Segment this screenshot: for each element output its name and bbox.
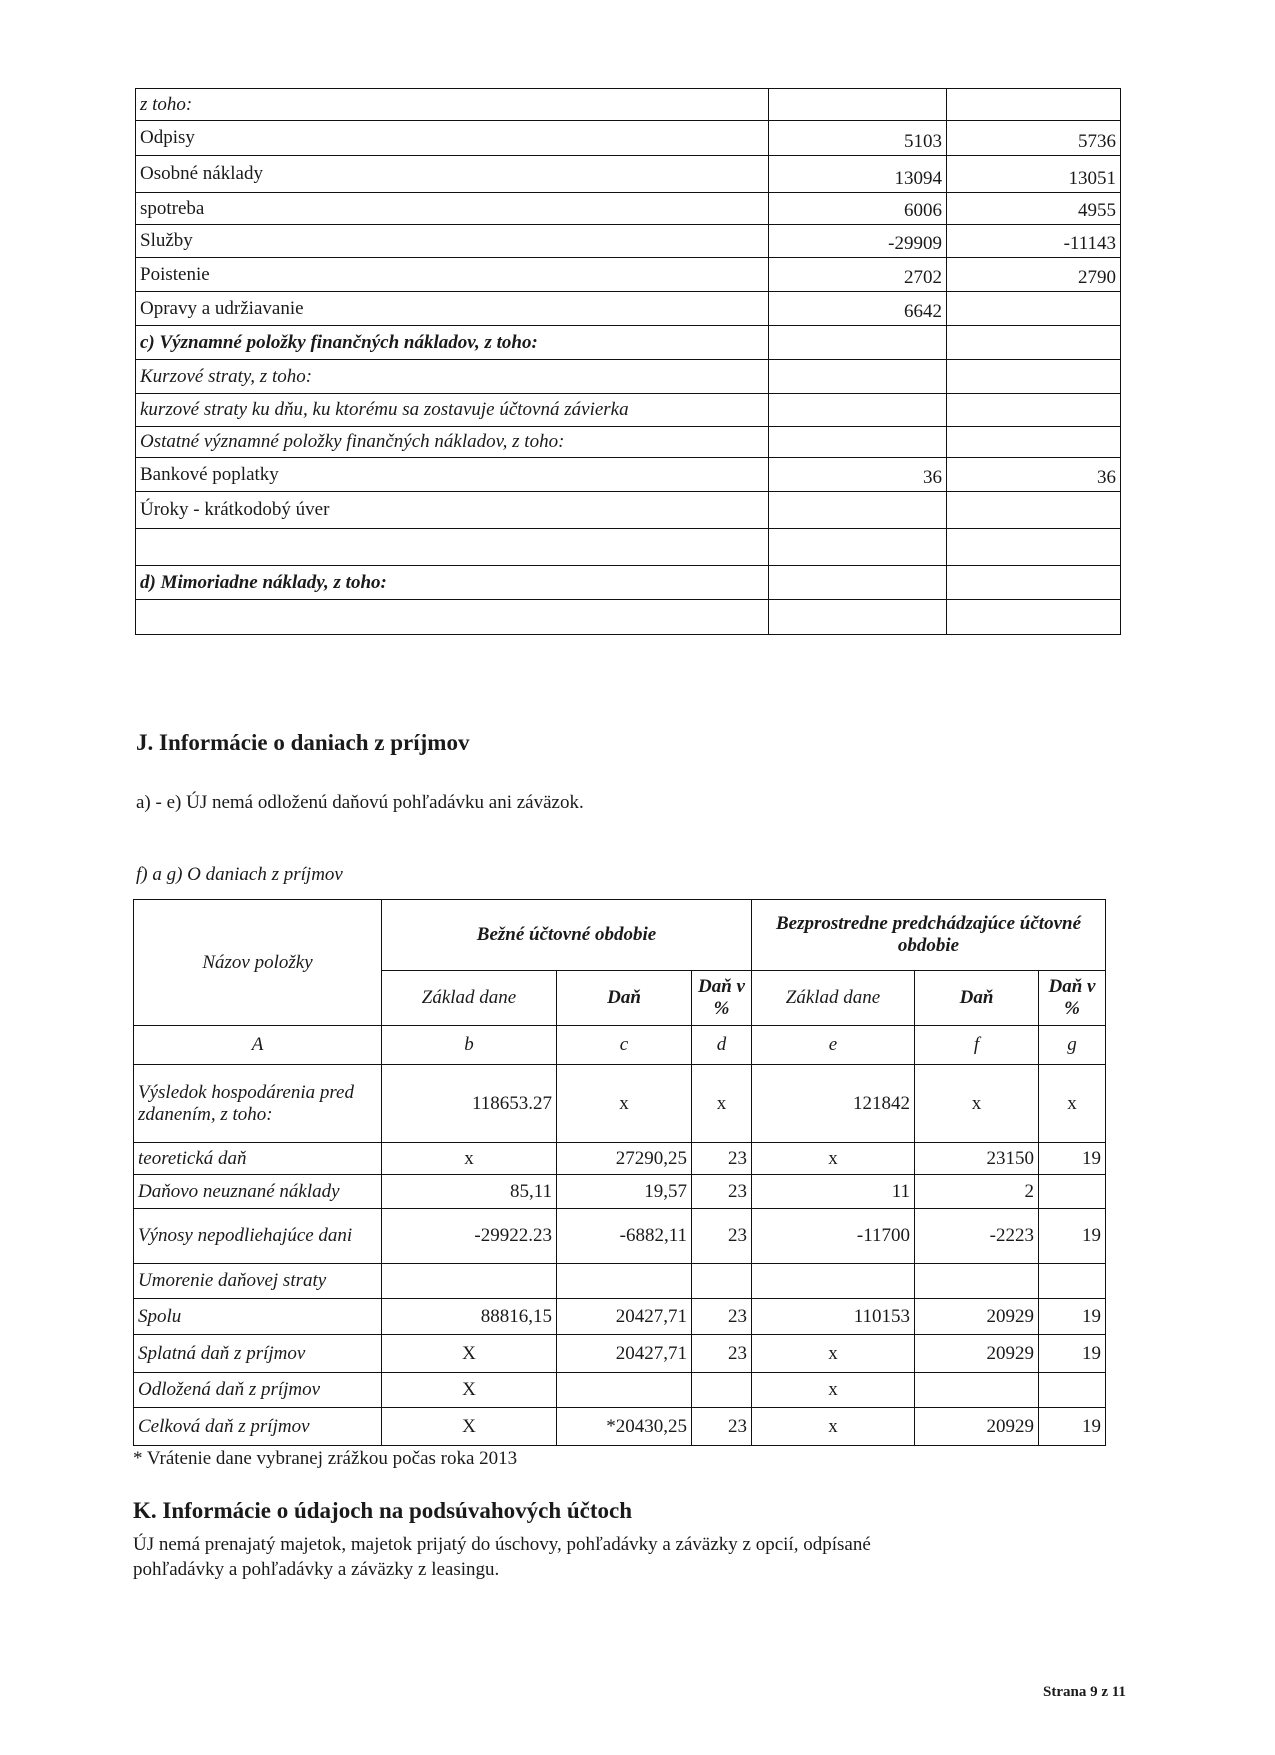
row-cell: x bbox=[557, 1065, 692, 1143]
table-row bbox=[136, 292, 1121, 326]
row-cell: 20929 bbox=[915, 1408, 1039, 1446]
table-row bbox=[134, 1373, 1106, 1408]
row-cell: *20430,25 bbox=[557, 1408, 692, 1446]
row-label: Poistenie bbox=[136, 258, 769, 292]
table-row bbox=[136, 566, 1121, 600]
row-cell: 20929 bbox=[915, 1299, 1039, 1335]
row-label: Celková daň z príjmov bbox=[134, 1408, 382, 1446]
row-value-v2: 36 bbox=[947, 458, 1121, 492]
table-row bbox=[134, 1299, 1106, 1335]
row-value-v2: 5736 bbox=[947, 121, 1121, 156]
table-row bbox=[136, 529, 1121, 566]
header-pct-prev: Daň v % bbox=[1039, 971, 1106, 1026]
tax-table bbox=[133, 899, 1106, 1446]
row-value-v1: 6006 bbox=[769, 193, 947, 225]
row-cell bbox=[915, 1264, 1039, 1299]
row-value-v1: 36 bbox=[769, 458, 947, 492]
column-letter: d bbox=[692, 1026, 752, 1065]
header-pct: Daň v % bbox=[692, 971, 752, 1026]
table-row bbox=[134, 1408, 1106, 1446]
row-cell: 19 bbox=[1039, 1299, 1106, 1335]
row-cell: 121842 bbox=[752, 1065, 915, 1143]
column-letter: c bbox=[557, 1026, 692, 1065]
row-label: teoretická daň bbox=[134, 1143, 382, 1175]
row-cell: X bbox=[382, 1408, 557, 1446]
row-label: Osobné náklady bbox=[136, 156, 769, 193]
row-cell: x bbox=[382, 1143, 557, 1175]
row-value-v2 bbox=[947, 529, 1121, 566]
row-cell: -11700 bbox=[752, 1209, 915, 1264]
row-cell: 23 bbox=[692, 1209, 752, 1264]
row-cell bbox=[915, 1373, 1039, 1408]
table-row bbox=[136, 427, 1121, 458]
row-cell: X bbox=[382, 1335, 557, 1373]
row-cell: 23 bbox=[692, 1335, 752, 1373]
row-label bbox=[136, 529, 769, 566]
footnote: * Vrátenie dane vybranej zrážkou počas roka 2013 bbox=[133, 1448, 518, 1469]
row-cell bbox=[752, 1264, 915, 1299]
row-value-v1: 5103 bbox=[769, 121, 947, 156]
header-base-prev: Základ dane bbox=[752, 971, 915, 1026]
section-k-line1: ÚJ nemá prenajatý majetok, majetok prijatý do úschovy, pohľadávky a záväzky z opcií, odpísané bbox=[133, 1534, 871, 1555]
row-value-v2 bbox=[947, 566, 1121, 600]
row-value-v2 bbox=[947, 360, 1121, 394]
row-cell: 118653.27 bbox=[382, 1065, 557, 1143]
row-cell: x bbox=[752, 1143, 915, 1175]
row-label: d) Mimoriadne náklady, z toho: bbox=[136, 566, 769, 600]
row-value-v2 bbox=[947, 427, 1121, 458]
row-value-v1 bbox=[769, 600, 947, 635]
column-letter: b bbox=[382, 1026, 557, 1065]
row-cell bbox=[692, 1373, 752, 1408]
row-cell: 110153 bbox=[752, 1299, 915, 1335]
table-row bbox=[136, 89, 1121, 121]
column-letter: A bbox=[134, 1026, 382, 1065]
table-row bbox=[134, 1335, 1106, 1373]
header-tax: Daň bbox=[557, 971, 692, 1026]
row-cell: 23 bbox=[692, 1408, 752, 1446]
row-value-v1 bbox=[769, 427, 947, 458]
row-label: Kurzové straty, z toho: bbox=[136, 360, 769, 394]
column-letter: f bbox=[915, 1026, 1039, 1065]
table-row bbox=[136, 394, 1121, 427]
row-cell: 27290,25 bbox=[557, 1143, 692, 1175]
row-cell: -6882,11 bbox=[557, 1209, 692, 1264]
row-label: Úroky - krátkodobý úver bbox=[136, 492, 769, 529]
table-row bbox=[134, 1065, 1106, 1143]
row-cell bbox=[1039, 1373, 1106, 1408]
row-value-v1 bbox=[769, 529, 947, 566]
row-label: Odložená daň z príjmov bbox=[134, 1373, 382, 1408]
row-value-v2 bbox=[947, 394, 1121, 427]
header-item-name: Názov položky bbox=[134, 900, 382, 1026]
row-cell: 23150 bbox=[915, 1143, 1039, 1175]
row-cell: 23 bbox=[692, 1299, 752, 1335]
row-cell bbox=[557, 1264, 692, 1299]
table-row bbox=[136, 225, 1121, 258]
row-label: Ostatné významné položky finančných nákladov, z toho: bbox=[136, 427, 769, 458]
row-cell: 20929 bbox=[915, 1335, 1039, 1373]
section-j-text: a) - e) ÚJ nemá odloženú daňovú pohľadávku ani záväzok. bbox=[136, 792, 584, 813]
section-j-subtitle: f) a g) O daniach z príjmov bbox=[136, 864, 343, 885]
row-label: Odpisy bbox=[136, 121, 769, 156]
row-cell: 11 bbox=[752, 1175, 915, 1209]
row-value-v2 bbox=[947, 89, 1121, 121]
row-label bbox=[136, 600, 769, 635]
row-cell: 2 bbox=[915, 1175, 1039, 1209]
row-label: Daňovo neuznané náklady bbox=[134, 1175, 382, 1209]
section-k-heading: K. Informácie o údajoch na podsúvahových účtoch bbox=[133, 1498, 633, 1523]
row-cell: 88816,15 bbox=[382, 1299, 557, 1335]
row-cell: 19,57 bbox=[557, 1175, 692, 1209]
table-row bbox=[134, 1209, 1106, 1264]
table-row bbox=[134, 1264, 1106, 1299]
row-value-v1 bbox=[769, 326, 947, 360]
header-current-period: Bežné účtovné obdobie bbox=[382, 900, 752, 971]
row-cell: x bbox=[752, 1408, 915, 1446]
row-value-v1 bbox=[769, 360, 947, 394]
row-value-v2 bbox=[947, 600, 1121, 635]
row-value-v1 bbox=[769, 492, 947, 529]
row-cell bbox=[382, 1264, 557, 1299]
row-value-v1: -29909 bbox=[769, 225, 947, 258]
row-cell: 23 bbox=[692, 1175, 752, 1209]
section-k-line2: pohľadávky a pohľadávky a záväzky z leasingu. bbox=[133, 1559, 500, 1580]
table-row bbox=[136, 193, 1121, 225]
row-value-v1 bbox=[769, 394, 947, 427]
row-cell: x bbox=[915, 1065, 1039, 1143]
row-value-v2: 13051 bbox=[947, 156, 1121, 193]
row-cell: 85,11 bbox=[382, 1175, 557, 1209]
row-cell: 19 bbox=[1039, 1335, 1106, 1373]
row-label: c) Významné položky finančných nákladov, z toho: bbox=[136, 326, 769, 360]
row-value-v1 bbox=[769, 89, 947, 121]
row-label: kurzové straty ku dňu, ku ktorému sa zostavuje účtovná závierka bbox=[136, 394, 769, 427]
row-label: Služby bbox=[136, 225, 769, 258]
table-row bbox=[136, 121, 1121, 156]
row-value-v2: 2790 bbox=[947, 258, 1121, 292]
row-value-v1: 13094 bbox=[769, 156, 947, 193]
column-letter: e bbox=[752, 1026, 915, 1065]
row-cell bbox=[1039, 1264, 1106, 1299]
row-label: Splatná daň z príjmov bbox=[134, 1335, 382, 1373]
row-cell: 20427,71 bbox=[557, 1299, 692, 1335]
row-label: spotreba bbox=[136, 193, 769, 225]
table-row bbox=[134, 1175, 1106, 1209]
row-cell: x bbox=[1039, 1065, 1106, 1143]
page-number: Strana 9 z 11 bbox=[1043, 1684, 1126, 1700]
row-label: Umorenie daňovej straty bbox=[134, 1264, 382, 1299]
row-cell: x bbox=[752, 1335, 915, 1373]
row-value-v2 bbox=[947, 492, 1121, 529]
row-cell bbox=[692, 1264, 752, 1299]
table-row bbox=[136, 258, 1121, 292]
header-base: Základ dane bbox=[382, 971, 557, 1026]
row-label: Výsledok hospodárenia pred zdanením, z toho: bbox=[134, 1065, 382, 1143]
row-value-v2: -11143 bbox=[947, 225, 1121, 258]
header-previous-period: Bezprostredne predchádzajúce účtovné obdobie bbox=[752, 900, 1106, 971]
row-cell: X bbox=[382, 1373, 557, 1408]
table-row bbox=[136, 360, 1121, 394]
row-value-v1 bbox=[769, 566, 947, 600]
row-cell: 19 bbox=[1039, 1209, 1106, 1264]
row-label: Bankové poplatky bbox=[136, 458, 769, 492]
row-label: Výnosy nepodliehajúce dani bbox=[134, 1209, 382, 1264]
row-label: z toho: bbox=[136, 89, 769, 121]
table-row bbox=[136, 492, 1121, 529]
row-label: Spolu bbox=[134, 1299, 382, 1335]
row-value-v1: 2702 bbox=[769, 258, 947, 292]
table-row bbox=[136, 458, 1121, 492]
row-cell: x bbox=[752, 1373, 915, 1408]
row-cell: 23 bbox=[692, 1143, 752, 1175]
row-value-v1: 6642 bbox=[769, 292, 947, 326]
row-cell: 20427,71 bbox=[557, 1335, 692, 1373]
row-cell: x bbox=[692, 1065, 752, 1143]
row-cell bbox=[1039, 1175, 1106, 1209]
table-row bbox=[136, 600, 1121, 635]
section-j-heading: J. Informácie o daniach z príjmov bbox=[136, 730, 470, 755]
cost-table bbox=[135, 88, 1121, 635]
row-cell: 19 bbox=[1039, 1143, 1106, 1175]
table-row bbox=[134, 1143, 1106, 1175]
row-cell: -2223 bbox=[915, 1209, 1039, 1264]
row-cell: 19 bbox=[1039, 1408, 1106, 1446]
header-tax-prev: Daň bbox=[915, 971, 1039, 1026]
row-value-v2: 4955 bbox=[947, 193, 1121, 225]
row-value-v2 bbox=[947, 326, 1121, 360]
column-letter: g bbox=[1039, 1026, 1106, 1065]
table-row bbox=[136, 156, 1121, 193]
table-row bbox=[136, 326, 1121, 360]
row-value-v2 bbox=[947, 292, 1121, 326]
row-cell bbox=[557, 1373, 692, 1408]
row-cell: -29922.23 bbox=[382, 1209, 557, 1264]
row-label: Opravy a udržiavanie bbox=[136, 292, 769, 326]
